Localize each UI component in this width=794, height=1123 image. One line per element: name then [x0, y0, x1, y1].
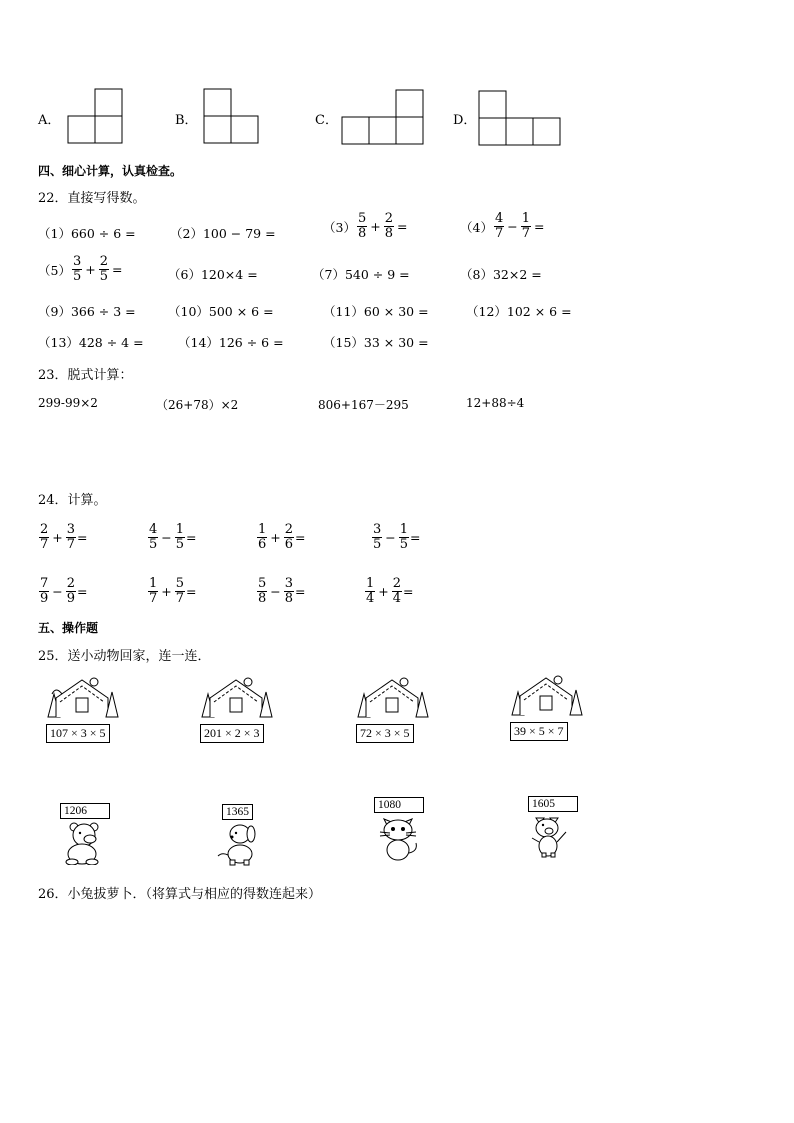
q24-item-3: $\frac{1}{6}$ + $\frac{2}{6}$ = [258, 522, 306, 552]
q22-item-12: （12） 102 × 6 = [466, 303, 572, 319]
fraction: $\frac{2}{7}$ [40, 522, 49, 552]
fraction: $\frac{4}{5}$ [149, 522, 158, 552]
section4-title: 四、细心计算，认真检查。 [38, 164, 183, 178]
fraction: $\frac{1}{7}$ [149, 576, 158, 606]
q22-item-10: （10） 500 × 6 = [168, 303, 274, 319]
q24-item-4: $\frac{3}{5}$ − $\frac{1}{5}$ = [373, 522, 421, 552]
fraction: $\frac{3}{8}$ [284, 576, 294, 606]
option-a-shape [67, 88, 125, 144]
fraction: $\frac{7}{9}$ [40, 576, 49, 606]
house-3 [356, 672, 436, 743]
house-icon [510, 670, 584, 716]
fraction: $\frac{5}{8}$ [357, 211, 367, 241]
q22-item-11: （11） 60 × 30 = [323, 303, 429, 319]
fraction: $\frac{4}{7}$ [494, 211, 504, 241]
option-a-label: A． [38, 113, 61, 128]
fraction: $\frac{1}{4}$ [366, 576, 375, 606]
bear-icon [60, 821, 110, 865]
option-d-shape [478, 90, 562, 146]
q22-item-14: （14） 126 ÷ 6 = [178, 334, 284, 350]
q24-item-1: $\frac{2}{7}$ + $\frac{3}{7}$ = [40, 522, 88, 552]
house-label: 72 × 3 × 5 [356, 724, 414, 743]
fraction: $\frac{1}{6}$ [258, 522, 267, 552]
q23-item-2: （26+78）×2 [156, 398, 239, 412]
option-b-label: B． [175, 113, 198, 128]
pig-icon [528, 814, 578, 858]
fraction: $\frac{2}{5}$ [99, 254, 108, 284]
fraction: $\frac{3}{5}$ [72, 254, 82, 284]
q23-item-3: 806+167－295 [318, 398, 409, 412]
section5-title: 五、操作题 [38, 621, 99, 635]
option-d-label: D． [453, 113, 477, 128]
q24-item-5: $\frac{7}{9}$ − $\frac{2}{9}$ = [40, 576, 88, 606]
house-1 [46, 672, 126, 743]
q24-item-7: $\frac{5}{8}$ − $\frac{3}{8}$ = [258, 576, 306, 606]
house-2 [200, 672, 280, 743]
fraction: $\frac{3}{5}$ [373, 522, 382, 552]
option-b-shape [203, 88, 261, 144]
q23-item-4: 12+88÷4 [466, 396, 525, 410]
animal-1 [60, 803, 110, 869]
q23-title: 23．脱式计算： [38, 368, 133, 383]
q26-title: 26．小兔拔萝卜．（将算式与相应的得数连起来） [38, 887, 322, 902]
fraction: $\frac{3}{7}$ [66, 522, 76, 552]
house-icon [356, 672, 430, 718]
q22-item-3: （3） $\frac{5}{8}$ + $\frac{2}{8}$ = [323, 211, 408, 241]
animal-3 [374, 797, 424, 861]
q24-item-6: $\frac{1}{7}$ + $\frac{5}{7}$ = [149, 576, 197, 606]
q23-item-1: 299-99×2 [38, 396, 98, 410]
q22-item-15: （15） 33 × 30 = [323, 334, 429, 350]
q22-item-4: （4） $\frac{4}{7}$ − $\frac{1}{7}$ = [460, 211, 545, 241]
q22-item-9: （9） 366 ÷ 3 = [38, 303, 136, 319]
fraction: $\frac{1}{5}$ [399, 522, 409, 552]
fraction: $\frac{2}{8}$ [384, 211, 393, 241]
q22-item-2: （2） 100 − 79 = [170, 225, 276, 241]
option-c-shape [341, 89, 425, 145]
option-c-label: C． [315, 113, 338, 128]
fraction: $\frac{1}{7}$ [521, 211, 530, 241]
fraction: $\frac{1}{5}$ [175, 522, 185, 552]
animal-2 [214, 800, 264, 866]
animal-4 [528, 796, 578, 858]
q22-item-8: （8） 32×2 = [460, 266, 542, 282]
cat-icon [374, 815, 424, 861]
house-4 [510, 670, 590, 741]
fraction: $\frac{5}{8}$ [258, 576, 267, 606]
q22-item-5: （5） $\frac{3}{5}$ + $\frac{2}{5}$ = [38, 254, 123, 284]
house-label: 107 × 3 × 5 [46, 724, 110, 743]
fraction: $\frac{2}{4}$ [392, 576, 402, 606]
animal-number: 1365 [222, 804, 253, 820]
q22-title: 22．直接写得数。 [38, 191, 146, 206]
house-label: 201 × 2 × 3 [200, 724, 264, 743]
house-label: 39 × 5 × 7 [510, 722, 568, 741]
q22-item-7: （7） 540 ÷ 9 = [312, 266, 410, 282]
q24-title: 24．计算。 [38, 493, 107, 508]
house-icon [200, 672, 274, 718]
q22-item-6: （6） 120×4 = [168, 266, 258, 282]
animal-number: 1080 [374, 797, 424, 813]
q24-item-2: $\frac{4}{5}$ − $\frac{1}{5}$ = [149, 522, 197, 552]
q24-item-8: $\frac{1}{4}$ + $\frac{2}{4}$ = [366, 576, 414, 606]
q25-title: 25．送小动物回家，连一连． [38, 649, 211, 664]
q22-item-1: （1） 660 ÷ 6 = [38, 225, 136, 241]
house-icon [46, 672, 120, 718]
animal-number: 1605 [528, 796, 578, 812]
fraction: $\frac{2}{9}$ [66, 576, 76, 606]
dog-icon [214, 822, 264, 866]
animal-number: 1206 [60, 803, 110, 819]
fraction: $\frac{5}{7}$ [175, 576, 185, 606]
q22-item-13: （13） 428 ÷ 4 = [38, 334, 144, 350]
fraction: $\frac{2}{6}$ [284, 522, 294, 552]
